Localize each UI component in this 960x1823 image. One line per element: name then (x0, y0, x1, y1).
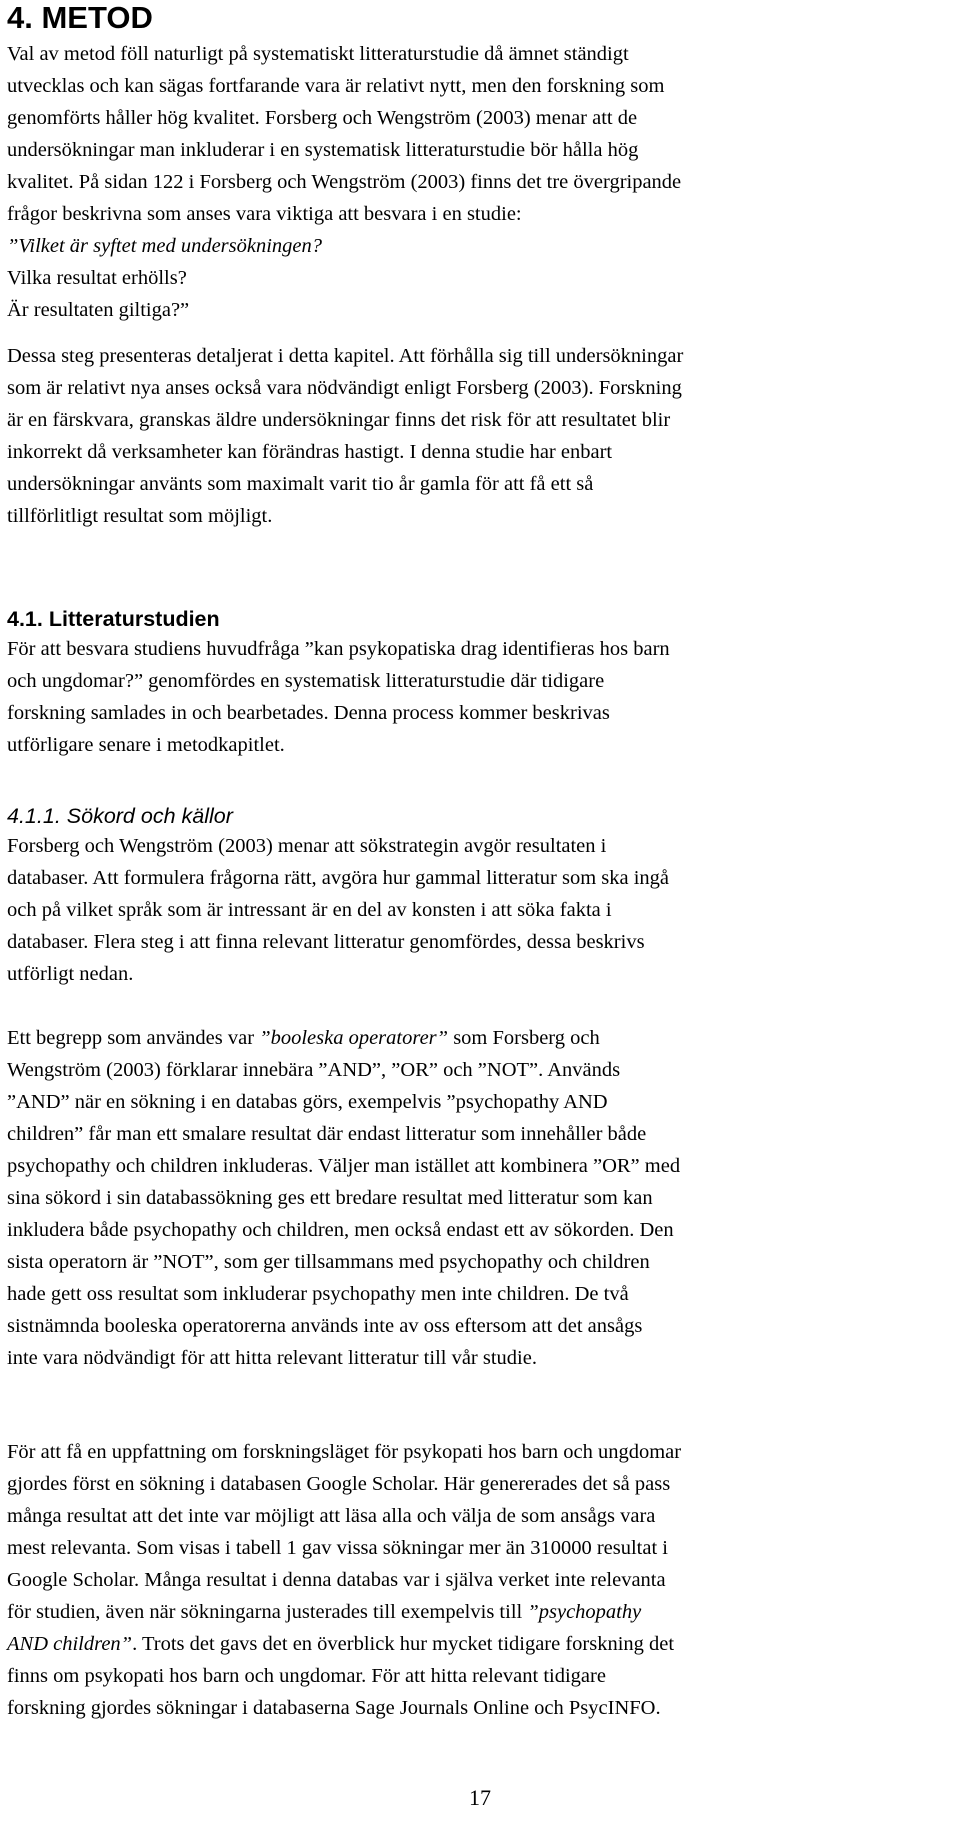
text-line: undersökningar man inkluderar i en systematisk litteraturstudie bör hålla hög (7, 139, 639, 161)
text-line: inkludera både psychopathy och children, men också endast ett av sökorden. Den (7, 1219, 674, 1241)
text-line: frågor beskrivna som anses vara viktiga att besvara i en studie: (7, 203, 522, 225)
text-line: är en färskvara, granskas äldre undersökningar finns det risk för att resultatet blir (7, 409, 671, 431)
text-line: inte vara nödvändigt för att hitta relevant litteratur till vår studie. (7, 1347, 537, 1369)
question-line: Vilka resultat erhölls? (7, 267, 187, 289)
section-heading-4-1: 4.1. Litteraturstudien (7, 607, 220, 631)
paragraph-booleska-operatorer (7, 1022, 952, 1374)
text-line: Google Scholar. Många resultat i denna databas var i själva verket inte relevanta (7, 1569, 666, 1591)
section-heading-4-1-1: 4.1.1. Sökord och källor (7, 804, 233, 828)
text-line: som är relativt nya anses också vara nödvändigt enligt Forsberg (2003). Forskning (7, 377, 682, 399)
text-line: sina sökord i sin databassökning ges ett bredare resultat med litteratur som kan (7, 1187, 653, 1209)
text-line: databaser. Flera steg i att finna relevant litteratur genomfördes, dessa beskrivs (7, 931, 645, 953)
text-line: utförligt nedan. (7, 963, 134, 985)
text-line: finns om psykopati hos barn och ungdomar. För att hitta relevant tidigare (7, 1665, 606, 1687)
text-line: sistnämnda booleska operatorerna används inte av oss eftersom att det ansågs (7, 1315, 643, 1337)
text-line: hade gett oss resultat som inkluderar psychopathy men inte children. De två (7, 1283, 629, 1305)
text-line: utvecklas och kan sägas fortfarande vara är relativt nytt, men den forskning som (7, 75, 665, 97)
text-line: Val av metod föll naturligt på systematiskt litteraturstudie då ämnet ständigt (7, 43, 629, 65)
paragraph-steps (7, 340, 952, 532)
text-line: tillförlitligt resultat som möjligt. (7, 505, 273, 527)
text-line: psychopathy och children inkluderas. Väljer man istället att kombinera ”OR” med (7, 1155, 681, 1177)
text-run-italic: ”booleska operatorer” (259, 1027, 449, 1049)
text-line: databaser. Att formulera frågorna rätt, avgöra hur gammal litteratur som ska ingå (7, 867, 670, 889)
text-line (7, 1596, 952, 1628)
text-line: inkorrekt då verksamheter kan förändras hastigt. I denna studie har enbart (7, 441, 613, 463)
text-run: som Forsberg och (448, 1027, 600, 1049)
text-run: . Trots det gavs det en överblick hur mycket tidigare forskning det (132, 1633, 675, 1655)
text-line: kvalitet. På sidan 122 i Forsberg och Wengström (2003) finns det tre övergripande (7, 171, 682, 193)
text-run-italic: ”psychopathy (527, 1601, 642, 1623)
text-line: För att få en uppfattning om forskningsläget för psykopati hos barn och ungdomar (7, 1441, 682, 1463)
text-line (7, 1628, 952, 1660)
text-line: mest relevanta. Som visas i tabell 1 gav vissa sökningar mer än 310000 resultat i (7, 1537, 668, 1559)
text-line: Wengström (2003) förklarar innebära ”AND”, ”OR” och ”NOT”. Används (7, 1059, 621, 1081)
text-line: och på vilket språk som är intressant är en del av konsten i att söka fakta i (7, 899, 612, 921)
page-number: 17 (469, 1785, 491, 1810)
paragraph-litteraturstudien (7, 633, 952, 761)
text-line: undersökningar använts som maximalt varit tio år gamla för att få ett så (7, 473, 594, 495)
text-line: och ungdomar?” genomfördes en systematisk litteraturstudie där tidigare (7, 670, 605, 692)
question-line: Är resultaten giltiga?” (7, 299, 190, 321)
text-line: forskning gjordes sökningar i databaserna Sage Journals Online och PsycINFO. (7, 1697, 661, 1719)
text-run: för studien, även när sökningarna justerades till exempelvis till (7, 1601, 528, 1623)
text-line: genomförts håller hög kvalitet. Forsberg och Wengström (2003) menar att de (7, 107, 638, 129)
question-line: ”Vilket är syftet med undersökningen? (7, 235, 323, 257)
paragraph-sokstrategi (7, 830, 952, 990)
paragraph-google-scholar (7, 1436, 952, 1724)
text-line: Dessa steg presenteras detaljerat i detta kapitel. Att förhålla sig till undersökningar (7, 345, 684, 367)
chapter-heading: 4. METOD (7, 0, 153, 35)
paragraph-intro (7, 38, 952, 326)
text-line: sista operatorn är ”NOT”, som ger tillsammans med psychopathy och children (7, 1251, 650, 1273)
text-line: forskning samlades in och bearbetades. Denna process kommer beskrivas (7, 702, 610, 724)
text-line: utförligare senare i metodkapitlet. (7, 734, 285, 756)
text-run-italic: AND children” (7, 1633, 133, 1655)
text-line (7, 1022, 952, 1054)
text-line: För att besvara studiens huvudfråga ”kan psykopatiska drag identifieras hos barn (7, 638, 670, 660)
text-line: children” får man ett smalare resultat där endast litteratur som innehåller både (7, 1123, 647, 1145)
text-line: många resultat att det inte var möjligt att läsa alla och välja de som ansågs vara (7, 1505, 656, 1527)
text-line: gjordes först en sökning i databasen Google Scholar. Här genererades det så pass (7, 1473, 671, 1495)
text-line: Forsberg och Wengström (2003) menar att sökstrategin avgör resultaten i (7, 835, 607, 857)
text-line: ”AND” när en sökning i en databas görs, exempelvis ”psychopathy AND (7, 1091, 608, 1113)
text-run: Ett begrepp som användes var (7, 1027, 260, 1049)
